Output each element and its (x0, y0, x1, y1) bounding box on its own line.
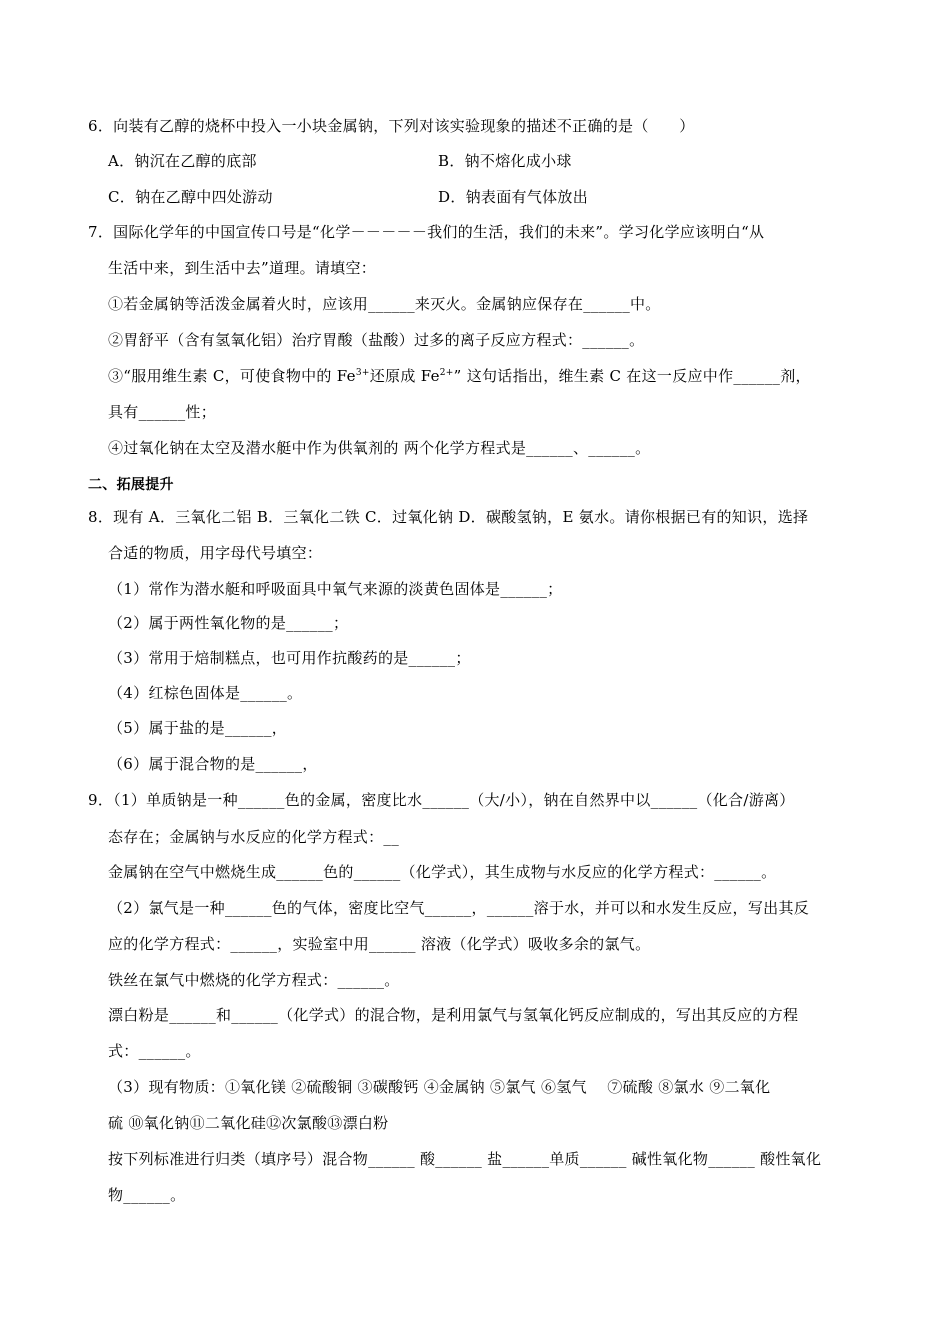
question-7-item-1: ①若金属钠等活泼金属着火时，应该用______来灭火。金属钠应保存在______中。 (108, 295, 661, 313)
question-7-item-2: ②胃舒平（含有氢氧化铝）治疗胃酸（盐酸）过多的离子反应方程式：______。 (108, 331, 645, 349)
question-9-line: 金属钠在空气中燃烧生成______色的______（化学式），其生成物与水反应的化学方程式：______。 (108, 863, 777, 881)
option-d: D．钠表面有气体放出 (438, 188, 589, 206)
question-8-item: （4）红棕色固体是______。 (108, 684, 303, 702)
question-9-line: （2）氯气是一种______色的气体，密度比空气______，______溶于水，并可以和水发生反应，写出其反 (108, 899, 810, 917)
question-9-line: 物______。 (108, 1186, 186, 1204)
question-7-stem: 7．国际化学年的中国宣传口号是“化学－－－－－我们的生活，我们的未来”。学习化学应该明白“从 (88, 223, 765, 241)
question-9-line: 9．（1）单质钠是一种______色的金属，密度比水______（大/小），钠在自然界中以______（化合/游离） (88, 791, 795, 809)
question-9-line: 式：______。 (108, 1042, 201, 1060)
question-6-stem: 6．向装有乙醇的烧杯中投入一小块金属钠，下列对该实验现象的描述不正确的是（ ） (88, 117, 695, 135)
question-9-line: （3）现有物质：①氧化镁 ②硫酸铜 ③碳酸钙 ④金属钠 ⑤氯气 ⑥氢气 ⑦硫酸 ⑧氯水 ⑨二氧化 (108, 1078, 771, 1096)
option-c: C．钠在乙醇中四处游动 (108, 188, 273, 206)
superscript-fe2: 2+ (439, 368, 454, 378)
question-7-item-4: ④过氧化钠在太空及潜水艇中作为供氧剂的 两个化学方程式是______、______。 (108, 439, 651, 457)
section-heading: 二、拓展提升 (88, 477, 174, 493)
question-9-line: 漂白粉是______和______（化学式）的混合物，是利用氯气与氢氧化钙反应制成的，写出其反应的方程 (108, 1006, 799, 1024)
option-a: A．钠沉在乙醇的底部 (108, 152, 257, 170)
question-7-item-3-cont: 具有______性； (108, 403, 217, 421)
superscript-fe3: 3+ (355, 368, 370, 378)
item-3-text-b: 还原成 Fe (369, 367, 440, 385)
question-9-line: 硫 ⑩氧化钠⑪二氧化硅⑫次氯酸⑬漂白粉 (108, 1114, 389, 1132)
question-9-line: 铁丝在氯气中燃烧的化学方程式：______。 (108, 971, 400, 989)
question-7-stem-cont: 生活中来，到生活中去”道理。请填空： (108, 259, 377, 277)
question-9-line: 应的化学方程式：______，实验室中用______ 溶液（化学式）吸收多余的氯气。 (108, 935, 651, 953)
question-8-item: （1）常作为潜水艇和呼吸面具中氧气来源的淡黄色固体是______； (108, 580, 563, 598)
question-8-item: （6）属于混合物的是______， (108, 755, 318, 773)
question-8-item: （5）属于盐的是______， (108, 719, 288, 737)
question-7-item-3 (108, 366, 811, 386)
question-8-stem-cont: 合适的物质，用字母代号填空： (108, 544, 323, 562)
question-8-stem: 8．现有 A．三氧化二铝 B．三氧化二铁 C．过氧化钠 D．碳酸氢钠，E 氨水。请你根据已有的知识，选择 (88, 508, 809, 526)
question-8-item: （3）常用于焙制糕点，也可用作抗酸药的是______； (108, 649, 471, 667)
question-8-item: （2）属于两性氧化物的是______； (108, 614, 349, 632)
option-b: B．钠不熔化成小球 (438, 152, 572, 170)
item-3-text-a: ③“服用维生素 C，可使食物中的 Fe (108, 367, 356, 385)
question-9-line: 按下列标准进行归类（填序号）混合物______ 酸______ 盐______单质______ 碱性氧化物______ 酸性氧化 (108, 1150, 822, 1168)
item-3-text-c: ” 这句话指出，维生素 C 在这一反应中作______剂， (453, 367, 811, 385)
question-9-line: 态存在；金属钠与水反应的化学方程式：__ (108, 828, 400, 846)
